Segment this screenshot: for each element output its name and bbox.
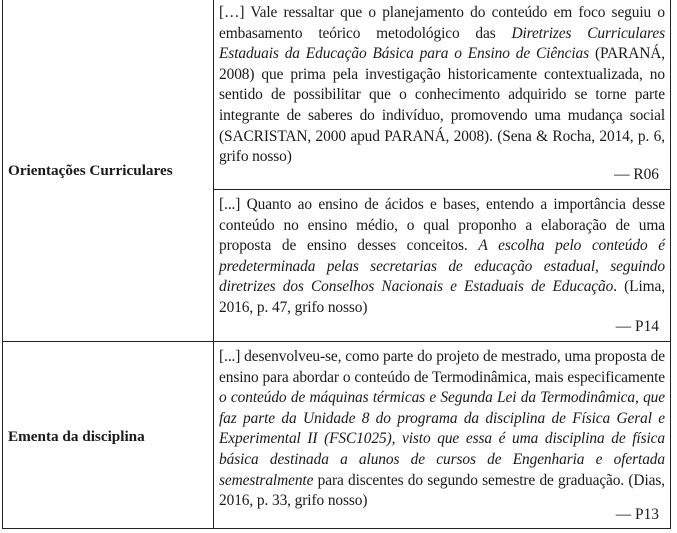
category-ementa-da-disciplina: Ementa da disciplina: [8, 428, 145, 445]
quote-text: (PARANÁ, 2008) que prima pela investigação historicamente contextualizada, no sentido de possibilitar que o conhecimento adquirido se torne parte integrante de saberes do indivíduo, promovendo uma mudança social (SACRISTAN, 2000 apud PARANÁ, 2008). (Sena & Rocha, 2014, p. 6, grifo nosso): [219, 45, 665, 166]
quote-text: . (Lima, 2016, p. 47, grifo nosso): [219, 278, 665, 316]
quote-emphasis: A escolha pelo conteúdo é predeterminada pelas secretarias de educação estadual, seguindo diretrizes dos Conselhos Nacionais e Estaduais de Educação: [219, 237, 666, 296]
respondent-code-r06: — R06: [614, 166, 659, 183]
row-divider: [2, 341, 671, 342]
quote-text: [...] desenvolveu-se, como parte do projeto de mestrado, uma proposta de ensino para abordar o conteúdo de Termodinâmica, mais especificamente: [219, 348, 665, 386]
respondent-code-p13: — P13: [615, 506, 659, 523]
respondent-code-p14: — P14: [615, 318, 659, 335]
column-divider: [213, 0, 214, 529]
quotes-table: [2, 0, 673, 531]
sub-row-divider: [213, 189, 671, 190]
quote-r06: [219, 3, 665, 168]
quote-text: para discentes do segundo semestre de graduação. (Dias, 2016, p. 33, grifo nosso): [219, 471, 665, 510]
category-orientacoes-curriculares: Orientações Curriculares: [8, 162, 173, 179]
quote-p13: [219, 347, 665, 512]
quote-text: […] Vale ressaltar que o planejamento do conteúdo em foco seguiu o embasamento teórico metodológico das: [219, 4, 665, 42]
quote-text: [...] Quanto ao ensino de ácidos e bases, entendo a importância desse conteúdo no ensino médio, o qual proponho a elaboração de uma proposta de ensino desses conceitos.: [219, 196, 665, 255]
quote-emphasis: o conteúdo de máquinas térmicas e Segunda Lei da Termodinâmica, que faz parte da Unidade 8 do programa da disciplina de Física Geral e Experimental II (FSC1025), visto que essa é uma disciplina de física básica destinada a alunos de cursos de Engenharia e ofertada semestralmente: [219, 389, 665, 489]
quote-p14: [219, 195, 665, 319]
quote-emphasis: Diretrizes Curriculares Estaduais da Educação Básica para o Ensino de Ciências: [219, 24, 665, 63]
